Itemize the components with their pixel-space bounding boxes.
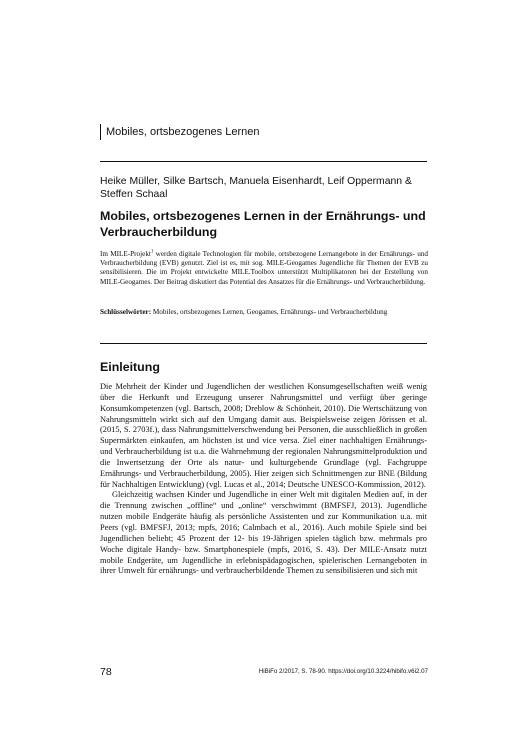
author-list: Heike Müller, Silke Bartsch, Manuela Eisenhardt, Leif Oppermann & Steffen Schaal [100,176,412,200]
abstract-text-rest: werden digitale Technologien für mobile, ortsbezogene Lernangebote in der Ernährungs- und Verbraucherbildung (EVB) genutzt. Ziel ist es, mit sog. MILE-Geogames Jugendliche für Themen der EVB zu sensibilisieren. Die im Projekt entwickelte MILE.Toolbox unterstützt Multiplikatoren bei der Erstellung von MILE-Geogames. Der Beitrag diskutiert das Potential des Ansatzes für die Ernährungs- und Verbraucherbildung. [100,250,428,286]
body-text [100,382,427,577]
abstract-text-start: Im MILE-Projekt [100,250,151,258]
running-title: Mobiles, ortsbezogenes Lernen [106,126,260,138]
journal-citation: HiBiFo 2/2017, S. 78-90. https://doi.org/10.3224/hibifo.v6i2.07 [258,668,428,675]
keywords-label: Schlüsselwörter: [100,308,152,316]
section-heading: Einleitung [100,360,160,374]
top-divider [100,161,427,162]
body-paragraph: Gleichzeitig wachsen Kinder und Jugendliche in einer Welt mit digitalen Medien auf, in der die Trennung zwischen „offline“ und „online“ verschwimmt (BMFSFJ, 2013). Jugendliche nutzen mobile Endgeräte häufig als persönliche Assistenten und zur Kommunikation u.a. mit Peers (vgl. BMFSFJ, 2013; mpfs, 2016; Calmbach et al., 2016). Auch mobile Spiele sind bei Jugendlichen beliebt; 45 Prozent der 12- bis 19-Jährigen spielen täglich bzw. mehrmals pro Woche digitale Handy- bzw. Smartphonespiele (mpfs, 2016, S. 43). Der MILE-Ansatz nutzt mobile Endgeräte, um Jugendliche in erlebnispädagogischen, spielerischen Lernangeboten in ihrer Umwelt für ernährungs- und verbraucherbildende Themen zu sensibilisieren und sich mit [100,490,427,576]
body-paragraph: Die Mehrheit der Kinder und Jugendlichen der westlichen Konsumgesellschaften weiß wenig über die Herkunft und Erzeugung unserer Nahrungsmittel und verfügt über geringe Konsumkompetenzen (vgl. Bartsch, 2008; Dreblow & Schönheit, 2010). Die Wertschätzung von Nahrungsmitteln wirkt sich auf den Umgang damit aus. Beispielsweise zeigen Jörissen et al. (2015, S. 2703f.), dass Nahrungsmittelverschwendung bei Personen, die ausschließlich in großen Supermärkten einkaufen, am höchsten ist und vice versa. Ziel einer nachhaltigen Ernährungs- und Verbraucherbildung ist u.a. die Wahrnehmung der regionalen Nahrungsmittelproduktion und die Inwertsetzung der Orte als natur- und kulturgebende Grundlage (vgl. Fachgruppe Ernährungs- und Verbraucherbildung, 2005). Hier zeigen sich Schnittmengen zur BNE (Bildung für Nachhaltigen Entwicklung) (vgl. Lucas et al., 2014; Deutsche UNESCO-Kommission, 2012). [100,382,427,489]
footnote-marker: 1 [150,249,154,255]
abstract [100,250,428,287]
keywords [100,308,428,318]
page-number: 78 [100,666,112,678]
article-title: Mobiles, ortsbezogenes Lernen in der Ernährungs- und Verbraucherbildung [100,209,426,239]
abstract-divider [100,343,427,344]
running-header [100,124,259,140]
keywords-text: Mobiles, ortsbezogenes Lernen, Geogames, Ernährungs- und Verbraucherbildung [151,308,388,316]
